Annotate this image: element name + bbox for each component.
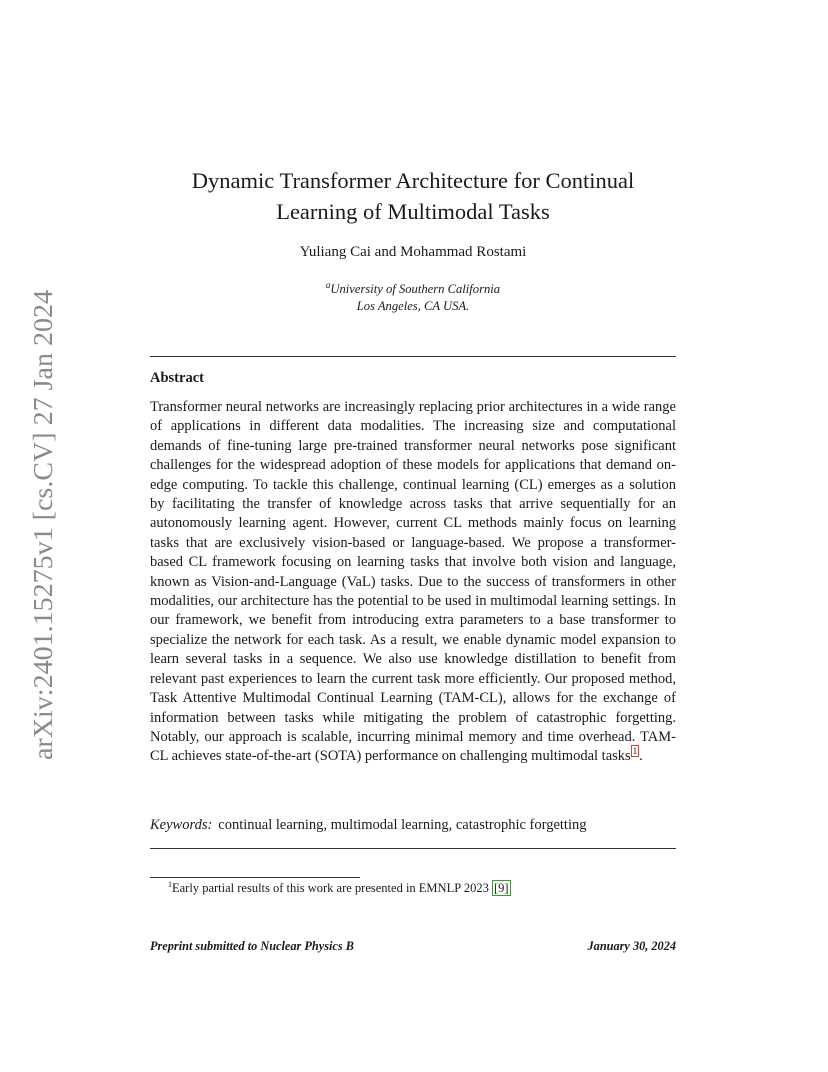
- footnote-rule: [150, 877, 360, 878]
- keywords-text: continual learning, multimodal learning, catastrophic forgetting: [218, 817, 587, 833]
- affiliation: [150, 277, 676, 315]
- affiliation-marker: a: [325, 280, 331, 290]
- arxiv-side-stamp: [8, 290, 68, 760]
- abstract-body: [150, 398, 676, 767]
- affiliation-university: University of Southern California: [330, 282, 501, 297]
- arxiv-identifier-text: arXiv:2401.15275v1 [cs.CV] 27 Jan 2024: [27, 298, 58, 760]
- abstract-top-rule: [150, 356, 676, 357]
- abstract-end-punctuation: .: [639, 748, 643, 765]
- abstract-heading: Abstract: [150, 370, 204, 386]
- affiliation-line-2: Los Angeles, CA USA.: [356, 299, 470, 314]
- footnote: [168, 880, 511, 896]
- footnote-text: Early partial results of this work are presented in EMNLP 2023: [172, 881, 492, 896]
- affiliation-line-1: [150, 277, 676, 298]
- footer-preprint-note: Preprint submitted to Nuclear Physics B: [150, 939, 354, 953]
- footnote-marker: 1: [168, 880, 172, 889]
- footer-date: January 30, 2024: [587, 939, 676, 953]
- paper-title: [150, 165, 676, 227]
- abstract-text: Transformer neural networks are increasingly replacing prior architectures in a wide range of applications in different data modalities. The increasing size and computational demands of fine-tuning large pre-trained transformer neural networks pose significant challenges for the widespread adoption of these models for applications that demand on-edge computing. To tackle this challenge, continual learning (CL) emerges as a solution by facilitating the transfer of knowledge across tasks that arrive sequentially for an autonomously learning agent. However, current CL methods mainly focus on learning tasks that are exclusively vision-based or language-based. We propose a transformer-based CL framework focusing on learning tasks that involve both vision and language, known as Vision-and-Language (VaL) tasks. Due to the success of transformers in other modalities, our architecture has the potential to be used in multimodal learning settings. In our framework, we benefit from introducing extra parameters to a base transformer to specialize the network for each task. As a result, we enable dynamic model expansion to learn several tasks in a sequence. We also use knowledge distillation to benefit from relevant past experiences to learn the current task more efficiently. Our proposed method, Task Attentive Multimodal Continual Learning (TAM-CL), allows for the exchange of information between tasks while mitigating the problem of catastrophic forgetting. Notably, our approach is scalable, incurring minimal memory and time overhead. TAM-CL achieves state-of-the-art (SOTA) performance on challenging multimodal tasks: [150, 399, 676, 765]
- citation-link[interactable]: [9]: [493, 881, 509, 896]
- title-line-2: Learning of Multimodal Tasks: [276, 199, 550, 224]
- title-line-1: Dynamic Transformer Architecture for Continual: [191, 168, 635, 193]
- keywords: [150, 817, 676, 834]
- keywords-label: Keywords:: [150, 817, 213, 833]
- authors: Yuliang Cai and Mohammad Rostami: [299, 244, 527, 260]
- abstract-bottom-rule: [150, 848, 676, 849]
- footnote-link[interactable]: 1: [632, 746, 638, 757]
